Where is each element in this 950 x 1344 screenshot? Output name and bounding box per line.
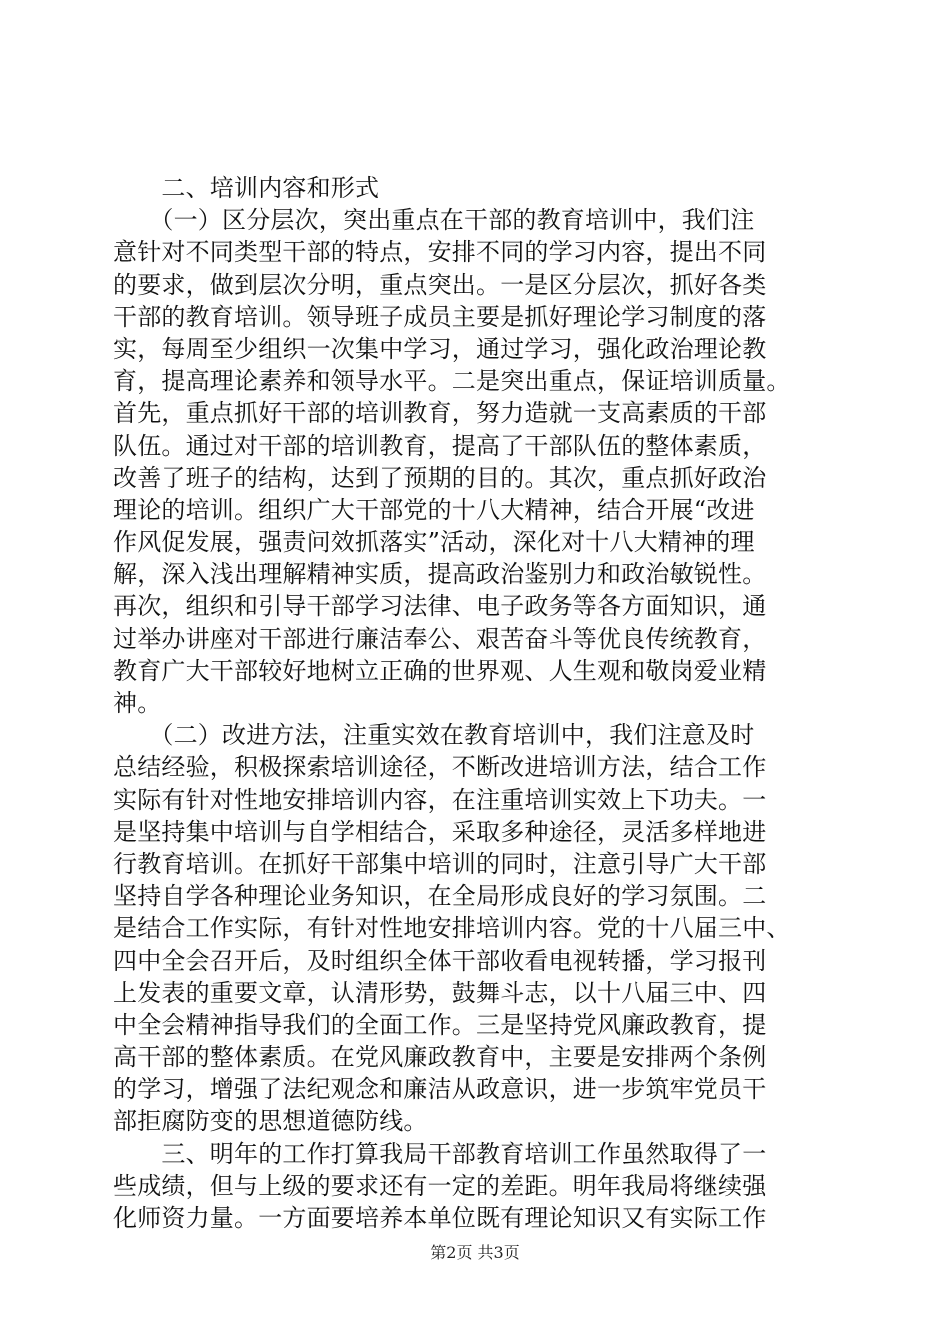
text-line: 三、明年的工作打算我局干部教育培训工作虽然取得了一 (113, 1139, 767, 1168)
text-line: 四中全会召开后，及时组织全体干部收看电视转播，学习报刊 (113, 946, 767, 975)
text-line: 二、培训内容和形式 (113, 174, 380, 202)
text-line: 些成绩，但与上级的要求还有一定的差距。明年我局将继续强 (113, 1171, 767, 1200)
text-line: 首先，重点抓好干部的培训教育，努力造就一支高素质的干部 (113, 399, 767, 428)
text-line: 的要求，做到层次分明，重点突出。一是区分层次，抓好各类 (113, 270, 767, 299)
text-line: 干部的教育培训。领导班子成员主要是抓好理论学习制度的落 (113, 302, 767, 331)
text-line: 教育广大干部较好地树立正确的世界观、人生观和敬岗爱业精 (113, 656, 767, 685)
text-line: 部拒腐防变的思想道德防线。 (113, 1107, 428, 1136)
document-body (113, 172, 835, 1234)
text-line: 改善了班子的结构，达到了预期的目的。其次，重点抓好政治 (113, 463, 767, 492)
text-line: 神。 (113, 689, 162, 717)
text-line: 解，深入浅出理解精神实质，提高政治鉴别力和政治敏锐性。 (113, 560, 767, 589)
text-line: 过举办讲座对干部进行廉洁奉公、艰苦奋斗等优良传统教育， (113, 624, 767, 653)
text-line: 总结经验，积极探索培训途径，不断改进培训方法，结合工作 (113, 753, 767, 782)
text-line: 的学习，增强了法纪观念和廉洁从政意识，进一步筑牢党员干 (113, 1075, 767, 1104)
text-line: 意针对不同类型干部的特点，安排不同的学习内容，提出不同 (113, 238, 767, 267)
text-line: 育，提高理论素养和领导水平。二是突出重点，保证培训质量。 (113, 367, 791, 396)
text-line: 高干部的整体素质。在党风廉政教育中，主要是安排两个条例 (113, 1043, 767, 1072)
text-line: 中全会精神指导我们的全面工作。三是坚持党风廉政教育，提 (113, 1010, 767, 1039)
text-line: （一）区分层次，突出重点在干部的教育培训中，我们注 (113, 206, 755, 235)
text-line: 实，每周至少组织一次集中学习，通过学习，强化政治理论教 (113, 334, 767, 363)
text-line: 再次，组织和引导干部学习法律、电子政务等各方面知识，通 (113, 592, 767, 621)
page-footer: 第2页 共3页 (430, 1243, 520, 1262)
text-line: 理论的培训。组织广大干部党的十八大精神，结合开展“改进 (113, 495, 755, 524)
text-line: 作风促发展，强责问效抓落实”活动，深化对十八大精神的理 (113, 528, 755, 557)
text-line: 坚持自学各种理论业务知识，在全局形成良好的学习氛围。二 (113, 882, 767, 911)
text-line: 是坚持集中培训与自学相结合，采取多种途径，灵活多样地进 (113, 817, 767, 846)
text-line: 队伍。通过对干部的培训教育，提高了干部队伍的整体素质， (113, 431, 767, 460)
text-line: 行教育培训。在抓好干部集中培训的同时，注意引导广大干部 (113, 849, 767, 878)
text-line: 是结合工作实际，有针对性地安排培训内容。党的十八届三中、 (113, 914, 791, 943)
text-line: 化师资力量。一方面要培养本单位既有理论知识又有实际工作 (113, 1204, 767, 1232)
text-line: 实际有针对性地安排培训内容，在注重培训实效上下功夫。一 (113, 785, 767, 814)
text-line: 上发表的重要文章，认清形势，鼓舞斗志，以十八届三中、四 (113, 978, 767, 1007)
text-line: （二）改进方法，注重实效在教育培训中，我们注意及时 (113, 721, 755, 750)
